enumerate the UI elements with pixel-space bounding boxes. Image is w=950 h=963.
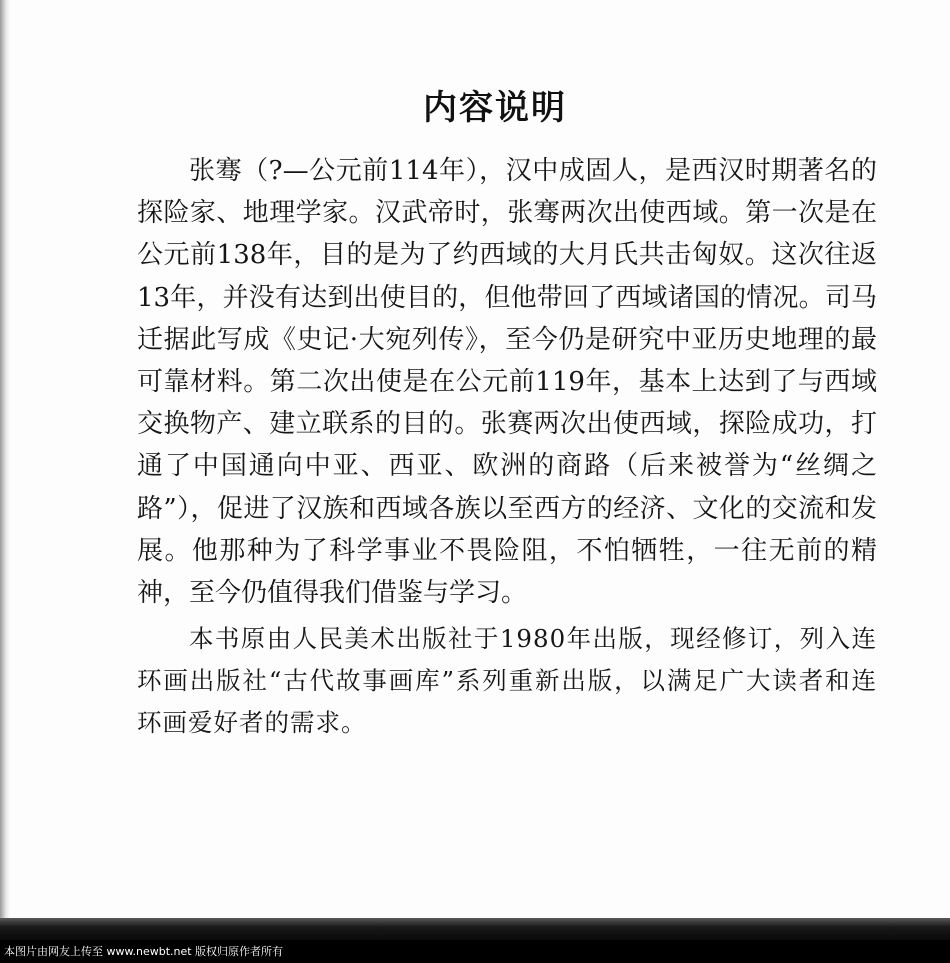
page-title: 内容说明 <box>423 88 567 128</box>
watermark-footer: 本图片由网友上传至 www.newbt.net 版权归原作者所有 <box>0 940 950 963</box>
page-edge-shadow <box>0 0 10 925</box>
content-body <box>137 150 877 744</box>
paragraph-publication-note: 本书原由人民美术出版社于1980年出版，现经修订，列入连环画出版社“古代故事画库”系列重新出版，以满足广大读者和连环画爱好者的需求。 <box>137 624 877 738</box>
paragraph-intro: 张骞（?—公元前114年），汉中成固人，是西汉时期著名的探险家、地理学家。汉武帝时，张骞两次出使西域。第一次是在公元前138年，目的是为了约西域的大月氏共击匈奴。这次往返13年，并没有达到出使目的，但他带回了西域诸国的情况。司马迁据此写成《史记·大宛列传》，至今仍是研究中亚历史地理的最可靠材料。第二次出使是在公元前119年，基本上达到了与西域交换物产、建立联系的目的。张赛两次出使西域，探险成功，打通了中国通向中亚、西亚、欧洲的商路（后来被誉为“丝绸之路”），促进了汉族和西域各族以至西方的经济、文化的交流和发展。他那种为了科学事业不畏险阻，不怕牺牲，一往无前的精神，至今仍值得我们借鉴与学习。 <box>137 156 877 609</box>
scan-edge-bar <box>0 918 950 940</box>
